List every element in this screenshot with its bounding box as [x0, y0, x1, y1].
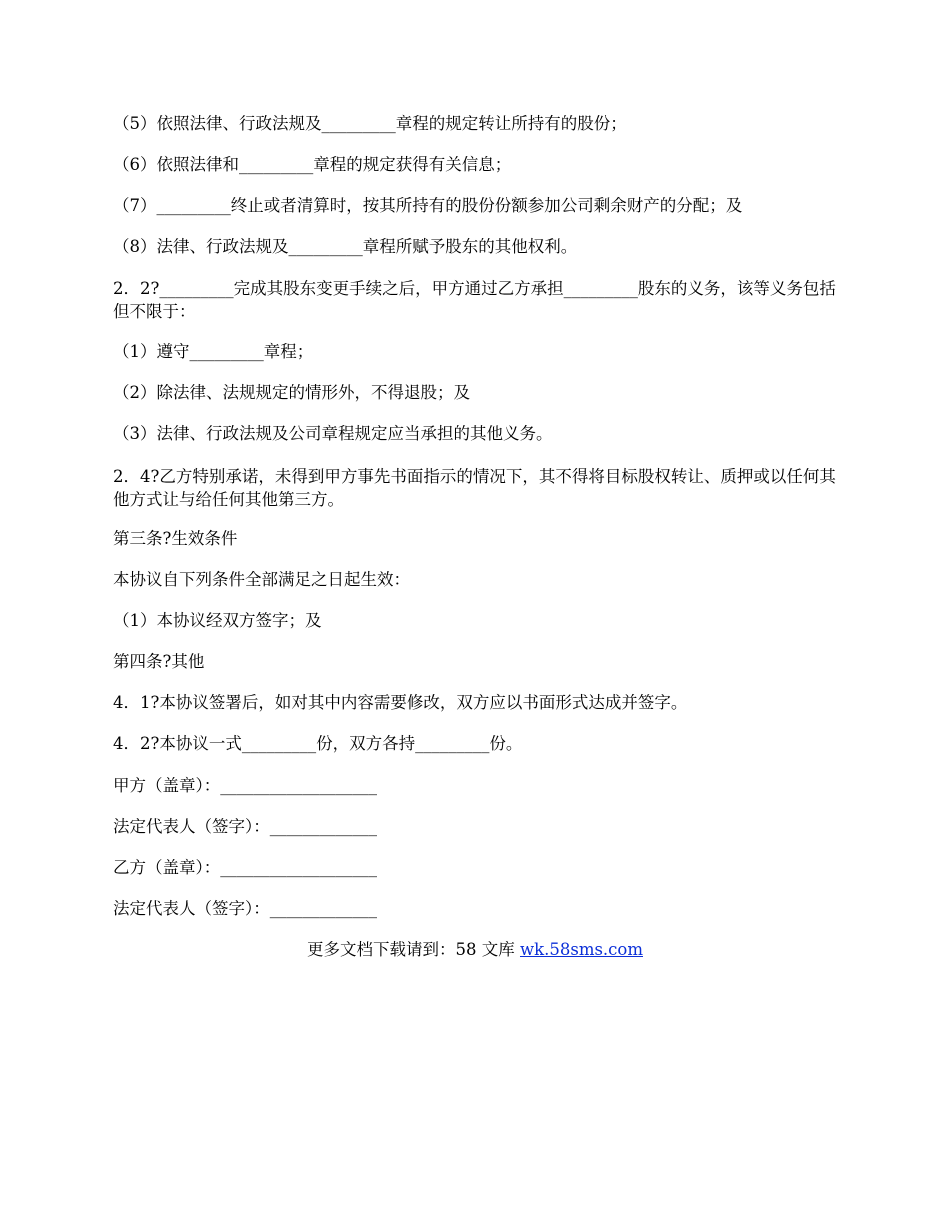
clause-2-4: 2．4?乙方特别承诺，未得到甲方事先书面指示的情况下，其不得将目标股权转让、质押或以任何其他方式让与给任何其他第三方。: [113, 467, 836, 509]
article-3-heading: 第三条?生效条件: [113, 529, 238, 548]
clause-right-7: （7）_________终止或者清算时，按其所持有的股份份额参加公司剩余财产的分配；及: [113, 196, 743, 215]
clause-right-8: （8）法律、行政法规及_________章程所赋予股东的其他权利。: [113, 237, 578, 256]
footer-link[interactable]: wk.58sms.com: [519, 940, 643, 959]
clause-right-5: （5）依照法律、行政法规及_________章程的规定转让所持有的股份；: [113, 114, 627, 133]
clause-2-2: 2．2?_________完成其股东变更手续之后，甲方通过乙方承担_________股东的义务，该等义务包括但不限于：: [113, 279, 836, 321]
obligation-3: （3）法律、行政法规及公司章程规定应当承担的其他义务。: [113, 424, 553, 443]
party-a-representative-line: 法定代表人（签字）：_____________: [113, 817, 377, 836]
effective-condition-1: （1）本协议经双方签字；及: [113, 611, 322, 630]
download-footer: [0, 938, 950, 961]
party-b-representative-line: 法定代表人（签字）：_____________: [113, 899, 377, 918]
clause-4-2: 4．2?本协议一式_________份，双方各持_________份。: [113, 734, 523, 753]
party-b-seal-line: 乙方（盖章）：___________________: [113, 858, 377, 877]
footer-text: 更多文档下载请到：58 文库: [306, 940, 520, 959]
party-a-seal-line: 甲方（盖章）：___________________: [113, 776, 377, 795]
clause-right-6: （6）依照法律和_________章程的规定获得有关信息；: [113, 155, 512, 174]
effective-intro: 本协议自下列条件全部满足之日起生效：: [113, 570, 410, 589]
obligation-1: （1）遵守_________章程；: [113, 342, 314, 361]
article-4-heading: 第四条?其他: [113, 652, 205, 671]
clause-4-1: 4．1?本协议签署后，如对其中内容需要修改，双方应以书面形式达成并签字。: [113, 693, 688, 712]
obligation-2: （2）除法律、法规规定的情形外，不得退股；及: [113, 383, 470, 402]
